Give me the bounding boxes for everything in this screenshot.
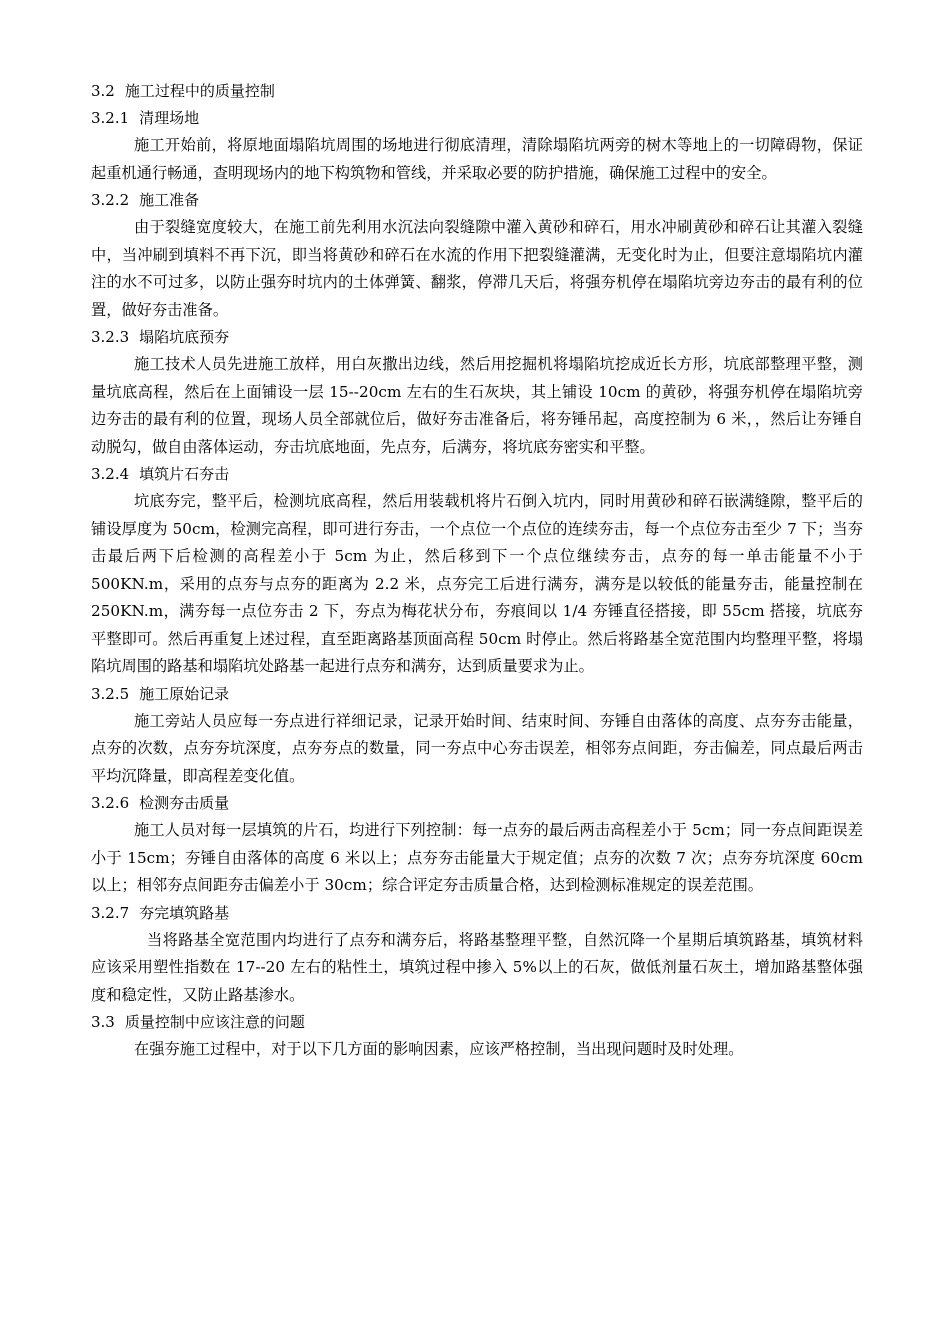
section-heading-3-2-3 <box>91 324 863 351</box>
paragraph-3-2-2: 由于裂缝宽度较大，在施工前先利用水沉法向裂缝隙中灌入黄砂和碎石，用水冲刷黄砂和碎石让其灌入裂缝中，当冲刷到填料不再下沉，即当将黄砂和碎石在水流的作用下把裂缝灌满，无变化时为止，但要注意塌陷坑内灌注的水不可过多，以防止强夯时坑内的土体弹簧、翻浆，停滞几天后，将强夯机停在塌陷坑旁边夯击的最有利的位置，做好夯击准备。 <box>91 218 863 319</box>
section-heading-3-3 <box>91 1009 863 1036</box>
section-heading-3-2-7 <box>91 900 863 927</box>
section-number: 3.2.3 <box>91 328 130 346</box>
section-number: 3.2.5 <box>91 684 130 703</box>
section-title: 施工原始记录 <box>139 684 230 703</box>
section-number: 3.2 <box>91 82 115 100</box>
section-number: 3.2.6 <box>91 794 130 812</box>
section-title: 夯完填筑路基 <box>139 903 230 922</box>
section-title: 质量控制中应该注意的问题 <box>124 1013 305 1031</box>
section-heading-3-2-1 <box>91 105 863 132</box>
section-heading-3-2-2 <box>91 187 863 214</box>
section-heading-3-2-4 <box>91 461 863 488</box>
section-number: 3.2.1 <box>91 109 130 127</box>
paragraph-3-2-4: 坑底夯完，整平后，检测坑底高程，然后用装载机将片石倒入坑内，同时用黄砂和碎石嵌满缝隙，整平后的铺设厚度为 50cm，检测完高程，即可进行夯击，一个点位一个点位的连续夯击，每一个点位夯击至少 7 下；当夯击最后两下后检测的高程差小于 5cm 为止，然后移到下一个点位继续夯击，点夯的每一单击能量不小于 500KN.m，采用的点夯与点夯的距离为 2.2 米，点夯完工后进行满夯，满夯是以较低的能量夯击，能量控制在 250KN.m，满夯每一点位夯击 2 下，夯点为梅花状分布，夯痕间以 1/4 夯锤直径搭接，即 55cm 搭接，坑底夯平整即可。然后再重复上述过程，直至距离路基顶面高程 50cm 时停止。然后将路基全宽范围内均整理平整，将塌陷坑周围的路基和塌陷坑处路基一起进行点夯和满夯，达到质量要求为止。 <box>91 492 863 675</box>
section-number: 3.2.4 <box>91 465 130 483</box>
paragraph-3-2-3: 施工技术人员先进施工放样，用白灰撒出边线，然后用挖掘机将塌陷坑挖成近长方形，坑底部整理平整，测量坑底高程，然后在上面铺设一层 15--20cm 左右的生石灰块，其上铺设 10cm 的黄砂，将强夯机停在塌陷坑旁边夯击的最有利的位置，现场人员全部就位后，做好夯击准备后，将夯锤吊起，高度控制为 6 米，，然后让夯锤自动脱勾，做自由落体运动，夯击坑底地面，先点夯，后满夯，将坑底夯密实和平整。 <box>91 355 863 456</box>
paragraph-3-2-6: 施工人员对每一层填筑的片石，均进行下列控制：每一点夯的最后两击高程差小于 5cm；同一夯点间距误差小于 15cm；夯锤自由落体的高度 6 米以上；点夯夯击能量大于规定值；点夯的次数 7 次；点夯夯坑深度 60cm 以上；相邻夯点间距夯击偏差小于 30cm；综合评定夯击质量合格，达到检测标准规定的误差范围。 <box>91 821 863 894</box>
document-body <box>91 78 863 1064</box>
section-heading-3-2 <box>91 78 863 105</box>
section-title: 检测夯击质量 <box>139 794 230 812</box>
paragraph-3-2-1: 施工开始前，将原地面塌陷坑周围的场地进行彻底清理，清除塌陷坑两旁的树木等地上的一切障碍物，保证起重机通行畅通，查明现场内的地下构筑物和管线，并采取必要的防护措施，确保施工过程中的安全。 <box>91 136 863 182</box>
section-title: 施工过程中的质量控制 <box>124 82 275 100</box>
paragraph-3-2-5: 施工旁站人员应每一夯点进行祥细记录，记录开始时间、结束时间、夯锤自由落体的高度、点夯夯击能量，点夯的次数，点夯夯坑深度，点夯夯点的数量，同一夯点中心夯击误差，相邻夯点间距，夯击偏差，同点最后两击平均沉降量，即高程差变化值。 <box>91 711 863 785</box>
section-heading-3-2-6 <box>91 790 863 817</box>
section-number: 3.3 <box>91 1013 115 1031</box>
section-heading-3-2-5 <box>91 681 863 708</box>
paragraph-3-3: 在强夯施工过程中，对于以下几方面的影响因素，应该严格控制，当出现问题时及时处理。 <box>134 1040 744 1058</box>
section-title: 施工准备 <box>139 191 200 209</box>
paragraph-3-2-7: 当将路基全宽范围内均进行了点夯和满夯后，将路基整理平整，自然沉降一个星期后填筑路基，填筑材料应该采用塑性指数在 17--20 左右的粘性土，填筑过程中掺入 5%以上的石灰，做低剂量石灰土，增加路基整体强度和稳定性，又防止路基渗水。 <box>91 930 863 1004</box>
section-title: 塌陷坑底预夯 <box>139 328 230 346</box>
section-number: 3.2.7 <box>91 903 130 922</box>
section-title: 填筑片石夯击 <box>139 465 230 483</box>
section-number: 3.2.2 <box>91 191 130 209</box>
section-title: 清理场地 <box>139 109 200 127</box>
